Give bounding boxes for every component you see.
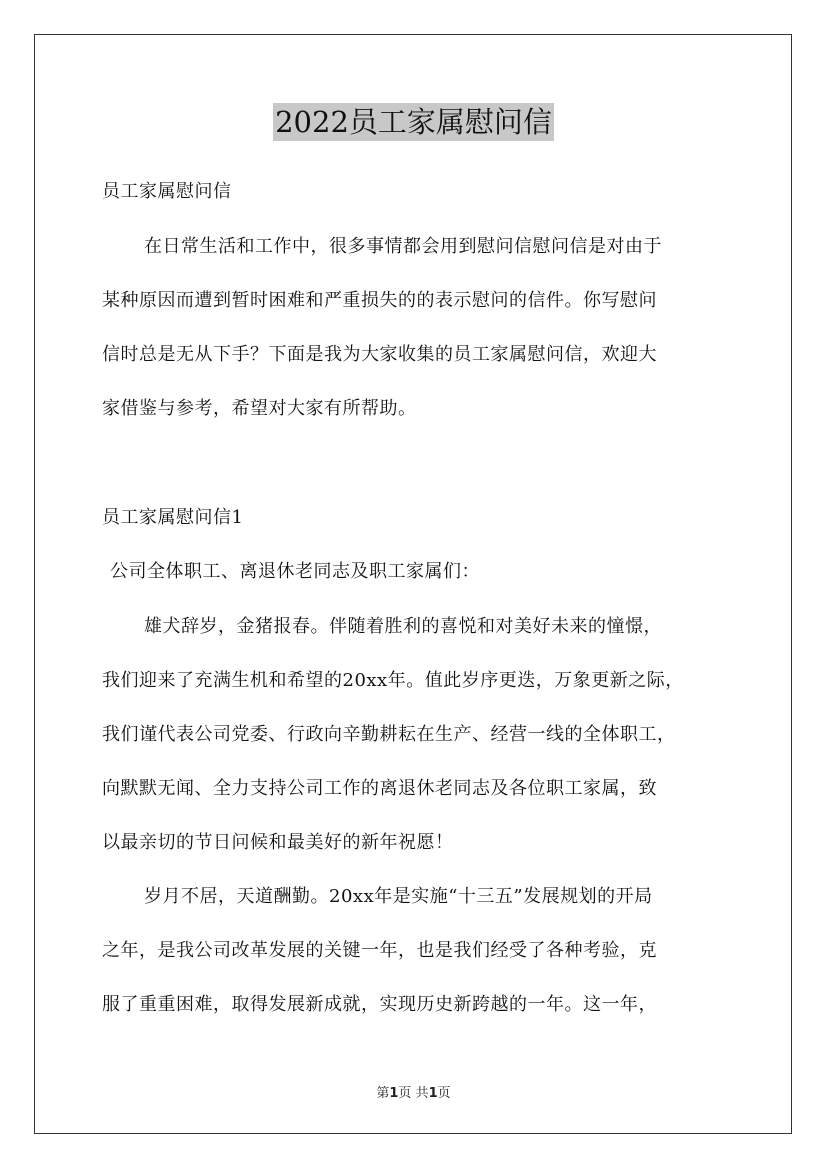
document-title-text: 2022员工家属慰问信 <box>275 105 552 139</box>
page-prefix: 第 <box>376 1086 390 1101</box>
paragraph-line: 服了重重困难，取得发展新成就，实现历史新跨越的一年。这一年， <box>102 994 657 1015</box>
page-footer <box>0 1082 827 1101</box>
paragraph-line: 之年，是我公司改革发展的关键一年，也是我们经受了各种考验，克 <box>102 940 657 961</box>
paragraph-line: 雄犬辞岁，金猪报春。伴随着胜利的喜悦和对美好未来的憧憬， <box>144 616 662 637</box>
paragraph-line: 我们迎来了充满生机和希望的20xx年。值此岁序更迭，万象更新之际， <box>102 670 684 691</box>
page-current: 1 <box>389 1086 399 1101</box>
page-suffix: 页 <box>437 1086 451 1101</box>
letter-paragraph-2 <box>102 870 738 1032</box>
paragraph-line: 向默默无闻、全力支持公司工作的离退休老同志及各位职工家属，致 <box>102 778 657 799</box>
page-total: 1 <box>428 1086 438 1101</box>
paragraph-line: 以最亲切的节日问候和最美好的新年祝愿！ <box>102 832 454 853</box>
document-title <box>0 100 827 144</box>
intro-line: 某种原因而遭到暂时困难和严重损失的的表示慰问的信件。你写慰问 <box>102 290 657 311</box>
salutation: 公司全体职工、离退休老同志及职工家属们： <box>110 561 480 582</box>
intro-line: 在日常生活和工作中，很多事情都会用到慰问信慰问信是对由于 <box>144 236 662 257</box>
intro-line: 信时总是无从下手？下面是我为大家收集的员工家属慰问信，欢迎大 <box>102 344 657 365</box>
letter-paragraph-1 <box>102 600 738 870</box>
intro-paragraph <box>102 220 738 436</box>
page-mid: 页 共 <box>398 1086 429 1101</box>
subtitle: 员工家属慰问信 <box>102 181 232 202</box>
paragraph-line: 我们谨代表公司党委、行政向辛勤耕耘在生产、经营一线的全体职工， <box>102 724 676 745</box>
paragraph-line: 岁月不居，天道酬勤。20xx年是实施“十三五”发展规划的开局 <box>144 886 653 907</box>
section-heading: 员工家属慰问信1 <box>102 507 244 528</box>
intro-line: 家借鉴与参考，希望对大家有所帮助。 <box>102 398 417 419</box>
